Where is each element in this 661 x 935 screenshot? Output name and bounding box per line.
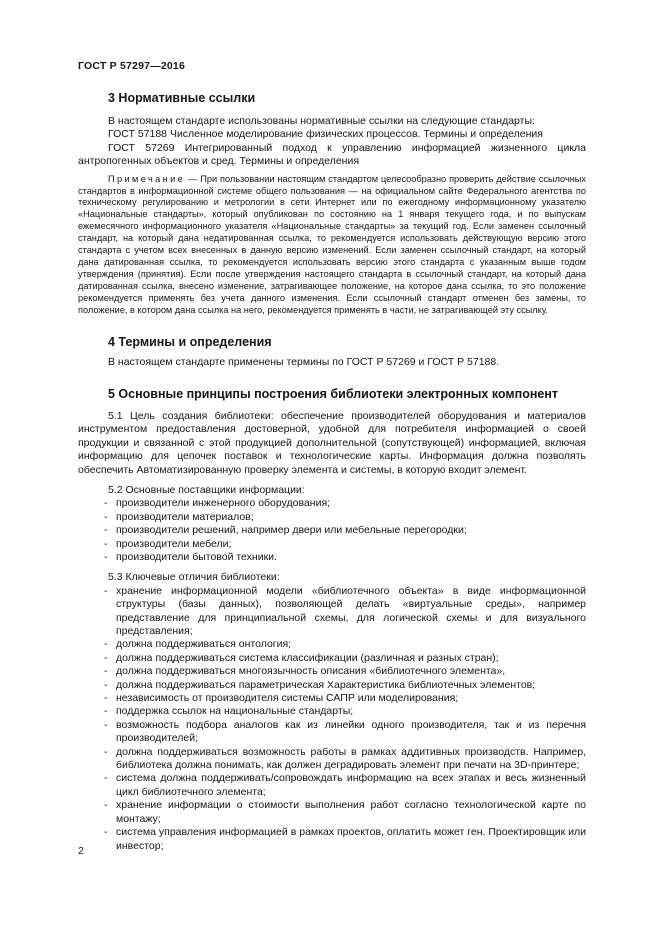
section-4-title: 4 Термины и определения [108,334,272,349]
list-item: - производители бытовой техники. [104,550,277,563]
dash-bullet: - [104,705,108,718]
normative-note [78,174,586,317]
dash-bullet: - [104,510,108,523]
list-item: - система должна поддерживать/сопровождать информацию на всех этапах и весь жизненный цикл библиотечного элемента; [104,772,586,798]
section-3-title: 3 Нормативные ссылки [108,91,256,105]
note-text: — При пользовании настоящим стандартом целесообразно проверить действие ссылочных стандартов в информационной системе общего пользования — на официальном сайте Федерального агентства по техническому регулированию и метрологии в сети Интернет или по ежегодному информационному указателю «Национальные стандарты», который опубликован по состоянию на 1 января текущего года, и по выпускам ежемесячного информационного указателя «Национальные стандарты» за текущий год. Если заменен ссылочный стандарт, на который дана недатированная ссылка, то рекомендуется использовать действующую версию этого стандарта с учетом всех внесенных в данную версию изменений. Если заменен ссылочный стандарт, на который дана датированная ссылка, то рекомендуется использовать версию этого стандарта с указанным выше годом утверждения (принятия). Если после утверждения настоящего стандарта в ссылочный стандарт, на который дана датированная ссылка, внесено изменение, затрагивающее положение, на которое дана ссылка, то это положение рекомендуется применять без учета данного изменения. Если ссылочный стандарт отменен без замены, то положение, в котором дана ссылка на него, рекомендуется применять в части, не затрагивающей эту ссылку. [78,173,586,315]
list-item: - должна поддерживаться онтология; [104,638,292,651]
list-item: - независимость от производителя системы САПР или моделирования; [104,692,459,705]
dash-bullet: - [104,826,108,839]
section-5-title: 5 Основные принципы построения библиотеки электронных компонент [108,386,559,401]
dash-bullet: - [104,718,108,731]
list-item: - должна поддерживаться параметрическая Характеристика библиотечных элементов; [104,678,536,691]
dash-bullet: - [104,497,108,510]
clause-5-2-title: 5.2 Основные поставщики информации: [108,483,305,496]
dash-bullet: - [104,638,108,651]
list-item: - хранение информации о стоимости выполнения работ согласно технологической карте по монтажу; [104,799,586,825]
dash-bullet: - [104,799,108,812]
dash-bullet: - [104,584,108,597]
clause-5-3-title: 5.3 Ключевые отличия библиотеки: [108,571,280,584]
section-3-intro: В настоящем стандарте использованы нормативные ссылки на следующие стандарты: [108,115,535,127]
dash-bullet: - [104,772,108,785]
reference-gost-57269: ГОСТ 57269 Интегрированный подход к управлению информацией жизненного цикла антропогенных объектов и сред. Термины и определения [78,141,586,168]
dash-bullet: - [104,651,108,664]
list-item: - должна поддерживаться многоязычность описания «библиотечного элемента», [104,665,506,678]
list-item: - должна поддерживаться возможность работы в рамках аддитивных производств. Например, библиотека должна понимать, как должен деградировать элемент при печати на 3D-принтере; [104,745,586,772]
dash-bullet: - [104,665,108,678]
list-item: - система управления информацией в рамках проектов, оплатить может ген. Проектировщик или инвестор; [104,826,586,852]
list-item: - производители мебели; [104,537,232,550]
list-item: - возможность подбора аналогов как из линейки одного производителя, так и из перечня производителей; [104,718,586,745]
clause-5-1: 5.1 Цель создания библиотеки: обеспечение производителей оборудования и материалов инструментом предоставления достоверной, удобной для потребителя информацией о своей продукции и связанной с этой продукцией дополнительной (сопутствующей) информацией, включая информацию для цепочек поставок и технологические карты. Информация должна позволять обеспечить Автоматизированную проверку элемента и системы, в которую входит элемент. [78,409,586,476]
list-item: - хранение информационной модели «библиотечного объекта» в виде информационной структуры (базы данных), позволяющей делать «виртуальные среды», например представление для принципиальной схемы, для логической схемы и для визуального представления; [104,584,586,637]
page-content [78,90,586,853]
dash-bullet: - [104,524,108,537]
list-item: - должна поддерживаться система классификации (различная и разных стран); [104,651,499,664]
section-4-text: В настоящем стандарте применены термины по ГОСТ Р 57269 и ГОСТ Р 57188. [108,355,500,368]
note-label: Примечание [108,173,186,184]
page-number: 2 [78,845,84,857]
dash-bullet: - [104,692,108,705]
list-item: - поддержка ссылок на национальные стандарты; [104,705,354,718]
list-item: - производители решений, например двери или мебельные перегородки; [104,524,467,537]
dash-bullet: - [104,550,108,563]
key-differences-list [78,585,586,853]
list-item: - производители материалов; [104,510,254,523]
dash-bullet: - [104,745,108,758]
dash-bullet: - [104,678,108,691]
list-item: - производители инженерного оборудования; [104,497,331,510]
dash-bullet: - [104,537,108,550]
standard-header: ГОСТ Р 57297—2016 [78,60,186,72]
suppliers-list [78,497,586,564]
reference-gost-57188: ГОСТ 57188 Численное моделирование физических процессов. Термины и определения [108,128,543,141]
